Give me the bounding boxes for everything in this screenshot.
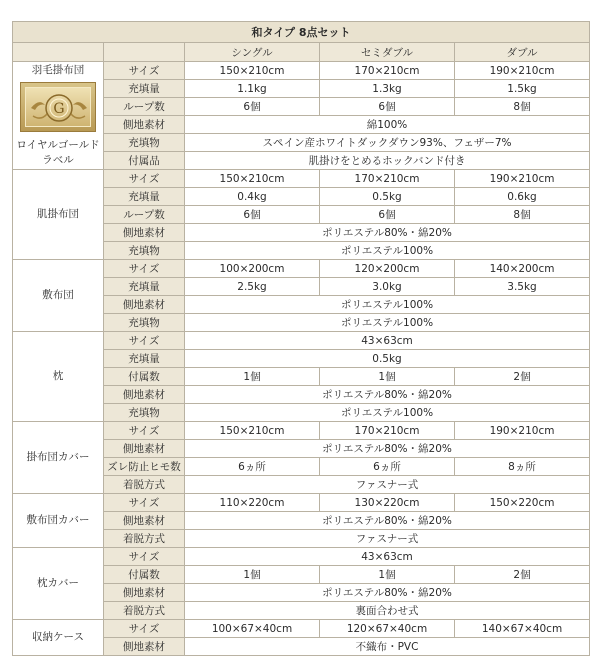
- row-label: サイズ: [104, 494, 185, 512]
- logo-label-line2: ラベル: [42, 154, 74, 166]
- value-cell: 6ヵ所: [185, 458, 320, 476]
- table-row: [13, 620, 590, 638]
- table-row: [13, 422, 590, 440]
- value-cell-merged: ファスナー式: [185, 476, 590, 494]
- row-label: サイズ: [104, 332, 185, 350]
- svg-text:G: G: [53, 101, 65, 117]
- row-label: 側地素材: [104, 440, 185, 458]
- royal-gold-label-logo: [20, 82, 96, 132]
- value-cell: 100×200cm: [185, 260, 320, 278]
- value-cell: 190×210cm: [455, 170, 590, 188]
- category-shiki-cover: 敷布団カバー: [13, 494, 104, 548]
- value-cell: 2個: [455, 368, 590, 386]
- row-label: サイズ: [104, 422, 185, 440]
- table-row: [13, 170, 590, 188]
- col-header-semi-double: セミダブル: [320, 43, 455, 62]
- value-cell-merged: ポリエステル80%・綿20%: [185, 512, 590, 530]
- row-label: 付属品: [104, 152, 185, 170]
- category-hane: [13, 62, 104, 170]
- row-label: 充填物: [104, 404, 185, 422]
- column-header-row: [13, 43, 590, 62]
- col-header-double: ダブル: [455, 43, 590, 62]
- value-cell-merged: 綿100%: [185, 116, 590, 134]
- row-label: 着脱方式: [104, 602, 185, 620]
- row-label: 側地素材: [104, 116, 185, 134]
- row-label: 側地素材: [104, 224, 185, 242]
- value-cell-merged: ファスナー式: [185, 530, 590, 548]
- category-makura-cover: 枕カバー: [13, 548, 104, 620]
- row-label: サイズ: [104, 548, 185, 566]
- category-makura: 枕: [13, 332, 104, 422]
- value-cell-merged: 肌掛けをとめるホックバンド付き: [185, 152, 590, 170]
- value-cell: 8個: [455, 98, 590, 116]
- row-label: 付属数: [104, 566, 185, 584]
- row-label: 充填物: [104, 314, 185, 332]
- value-cell: 2.5kg: [185, 278, 320, 296]
- value-cell: 110×220cm: [185, 494, 320, 512]
- value-cell: 2個: [455, 566, 590, 584]
- row-label: 側地素材: [104, 638, 185, 656]
- value-cell-merged: ポリエステル80%・綿20%: [185, 440, 590, 458]
- value-cell-merged: スペイン産ホワイトダックダウン93%、フェザー7%: [185, 134, 590, 152]
- table-row: [13, 494, 590, 512]
- value-cell-merged: ポリエステル80%・綿20%: [185, 224, 590, 242]
- value-cell: 1個: [320, 368, 455, 386]
- row-label: 充填量: [104, 80, 185, 98]
- row-label: 付属数: [104, 368, 185, 386]
- value-cell: 1個: [185, 368, 320, 386]
- value-cell-merged: 不織布・PVC: [185, 638, 590, 656]
- value-cell: 0.6kg: [455, 188, 590, 206]
- value-cell: 150×220cm: [455, 494, 590, 512]
- value-cell: 6ヵ所: [320, 458, 455, 476]
- value-cell-merged: ポリエステル100%: [185, 404, 590, 422]
- row-label: ズレ防止ヒモ数: [104, 458, 185, 476]
- value-cell-merged: ポリエステル80%・綿20%: [185, 386, 590, 404]
- col-header-single: シングル: [185, 43, 320, 62]
- row-label: サイズ: [104, 620, 185, 638]
- value-cell: 6個: [185, 206, 320, 224]
- value-cell: 1.5kg: [455, 80, 590, 98]
- value-cell: 6個: [185, 98, 320, 116]
- value-cell: 170×210cm: [320, 62, 455, 80]
- category-shiki: 敷布団: [13, 260, 104, 332]
- row-label: サイズ: [104, 62, 185, 80]
- value-cell: 100×67×40cm: [185, 620, 320, 638]
- value-cell-merged: 43×63cm: [185, 332, 590, 350]
- header-blank-2: [104, 43, 185, 62]
- value-cell: 1個: [185, 566, 320, 584]
- category-name: 羽毛掛布団: [31, 64, 85, 76]
- row-label: 充填物: [104, 134, 185, 152]
- value-cell: 190×210cm: [455, 422, 590, 440]
- value-cell-merged: ポリエステル100%: [185, 314, 590, 332]
- value-cell: 0.4kg: [185, 188, 320, 206]
- value-cell-merged: 裏面合わせ式: [185, 602, 590, 620]
- value-cell: 120×200cm: [320, 260, 455, 278]
- table-title: 和タイプ 8点セット: [13, 22, 590, 43]
- value-cell: 6個: [320, 206, 455, 224]
- table-row: [13, 548, 590, 566]
- row-label: 側地素材: [104, 296, 185, 314]
- value-cell-merged: ポリエステル100%: [185, 296, 590, 314]
- value-cell: 8個: [455, 206, 590, 224]
- value-cell: 170×210cm: [320, 170, 455, 188]
- value-cell: 1.3kg: [320, 80, 455, 98]
- row-label: 充填量: [104, 188, 185, 206]
- value-cell: 130×220cm: [320, 494, 455, 512]
- value-cell: 0.5kg: [320, 188, 455, 206]
- value-cell-merged: ポリエステル80%・綿20%: [185, 584, 590, 602]
- row-label: 充填量: [104, 350, 185, 368]
- value-cell: 140×200cm: [455, 260, 590, 278]
- value-cell: 3.0kg: [320, 278, 455, 296]
- category-hada: 肌掛布団: [13, 170, 104, 260]
- category-kake-cover: 掛布団カバー: [13, 422, 104, 494]
- value-cell: 190×210cm: [455, 62, 590, 80]
- row-label: 充填物: [104, 242, 185, 260]
- spec-table: [12, 21, 590, 656]
- row-label: 側地素材: [104, 386, 185, 404]
- row-label: ループ数: [104, 98, 185, 116]
- value-cell-merged: 43×63cm: [185, 548, 590, 566]
- table-row: [13, 260, 590, 278]
- row-label: 側地素材: [104, 512, 185, 530]
- value-cell: 170×210cm: [320, 422, 455, 440]
- table-row: [13, 332, 590, 350]
- value-cell: 150×210cm: [185, 62, 320, 80]
- row-label: 着脱方式: [104, 476, 185, 494]
- row-label: ループ数: [104, 206, 185, 224]
- logo-label-line1: ロイヤルゴールド: [16, 139, 100, 151]
- row-label: 側地素材: [104, 584, 185, 602]
- row-label: サイズ: [104, 170, 185, 188]
- header-blank: [13, 43, 104, 62]
- value-cell-merged: ポリエステル100%: [185, 242, 590, 260]
- value-cell: 1個: [320, 566, 455, 584]
- row-label: 充填量: [104, 278, 185, 296]
- value-cell-merged: 0.5kg: [185, 350, 590, 368]
- row-label: 着脱方式: [104, 530, 185, 548]
- value-cell: 120×67×40cm: [320, 620, 455, 638]
- value-cell: 150×210cm: [185, 422, 320, 440]
- value-cell: 3.5kg: [455, 278, 590, 296]
- value-cell: 6個: [320, 98, 455, 116]
- table-row: [13, 62, 590, 80]
- category-case: 収納ケース: [13, 620, 104, 656]
- value-cell: 140×67×40cm: [455, 620, 590, 638]
- value-cell: 8ヵ所: [455, 458, 590, 476]
- value-cell: 1.1kg: [185, 80, 320, 98]
- value-cell: 150×210cm: [185, 170, 320, 188]
- row-label: サイズ: [104, 260, 185, 278]
